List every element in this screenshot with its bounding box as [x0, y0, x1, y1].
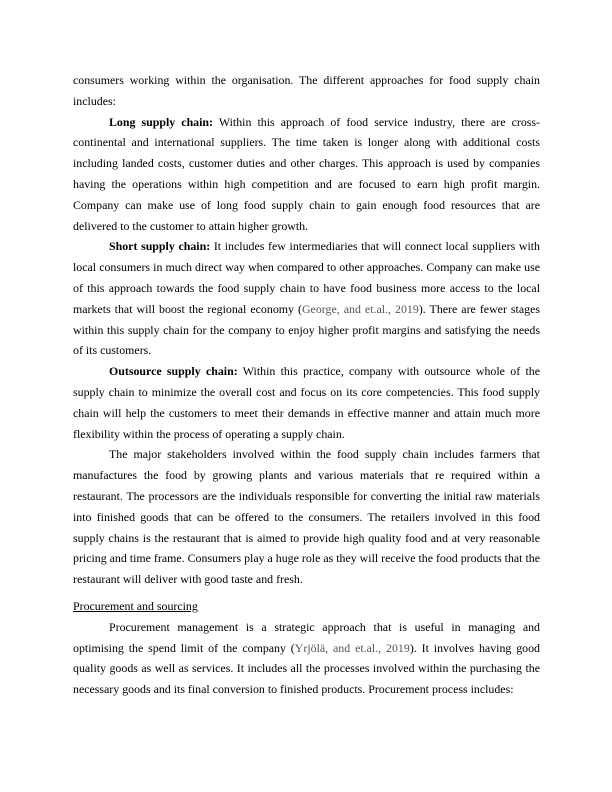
citation-yrjola: Yrjölä, and et.al., 2019 [294, 640, 410, 655]
text-procurement: Procurement management is a strategic approach that is useful in managing and optimising the spend limit of the company ( [73, 619, 540, 655]
text-short-supply-chain-end: ). There are fewer stages within this supply chain for the company to enjoy higher profit margins and satisfying the needs of its customers. [73, 301, 540, 358]
paragraph-outsource-supply-chain [73, 361, 540, 444]
label-long-supply-chain: Long supply chain: [109, 114, 213, 129]
citation-george: George, and et.al., 2019 [301, 301, 419, 316]
text-outsource-supply-chain: Within this practice, company with outsource whole of the supply chain to minimize the overall cost and focus on its core competencies. This food supply chain will help the customers to meet their demands in effective manner and attain much more flexibility within the process of operating a supply chain. [73, 364, 540, 441]
section-heading-procurement: Procurement and sourcing [73, 598, 198, 613]
paragraph-short-supply-chain [73, 236, 540, 361]
paragraph-stakeholders: The major stakeholders involved within the food supply chain includes farmers that manufactures the food by growing plants and various materials that re required within a restaurant. The processors are the individuals responsible for converting the initial raw materials into finished goods that can be offered to the consumers. The retailers involved in this food supply chains is the restaurant that is aimed to provide high quality food and at very reasonable pricing and time frame. Consumers play a huge role as they will receive the food products that the restaurant will deliver with good taste and fresh. [73, 447, 540, 587]
paragraph-long-supply-chain [73, 112, 540, 237]
paragraph-procurement [73, 617, 540, 700]
paragraph-intro: consumers working within the organisation. The different approaches for food supply chain includes: [73, 73, 540, 108]
label-outsource-supply-chain: Outsource supply chain: [109, 364, 238, 379]
label-short-supply-chain: Short supply chain: [109, 239, 211, 254]
text-short-supply-chain: It includes few intermediaries that will connect local suppliers with local consumers in much direct way when compared to other approaches. Company can make use of this approach towards the food supply chain to have food business more access to the local markets that will boost the regional economy ( [73, 239, 540, 316]
text-procurement-end: ). It involves having good quality goods as well as services. It includes all the processes involved within the purchasing the necessary goods and its final conversion to finished products. Procurement process includes: [73, 640, 540, 697]
document-page [73, 70, 540, 700]
text-long-supply-chain: Within this approach of food service industry, there are cross-continental and international suppliers. The time taken is longer along with additional costs including landed costs, customer duties and other charges. This approach is used by companies having the operations within high competition and are focused to earn high profit margin. Company can make use of long food supply chain to gain enough food resources that are delivered to the customer to attain higher growth. [73, 114, 540, 233]
